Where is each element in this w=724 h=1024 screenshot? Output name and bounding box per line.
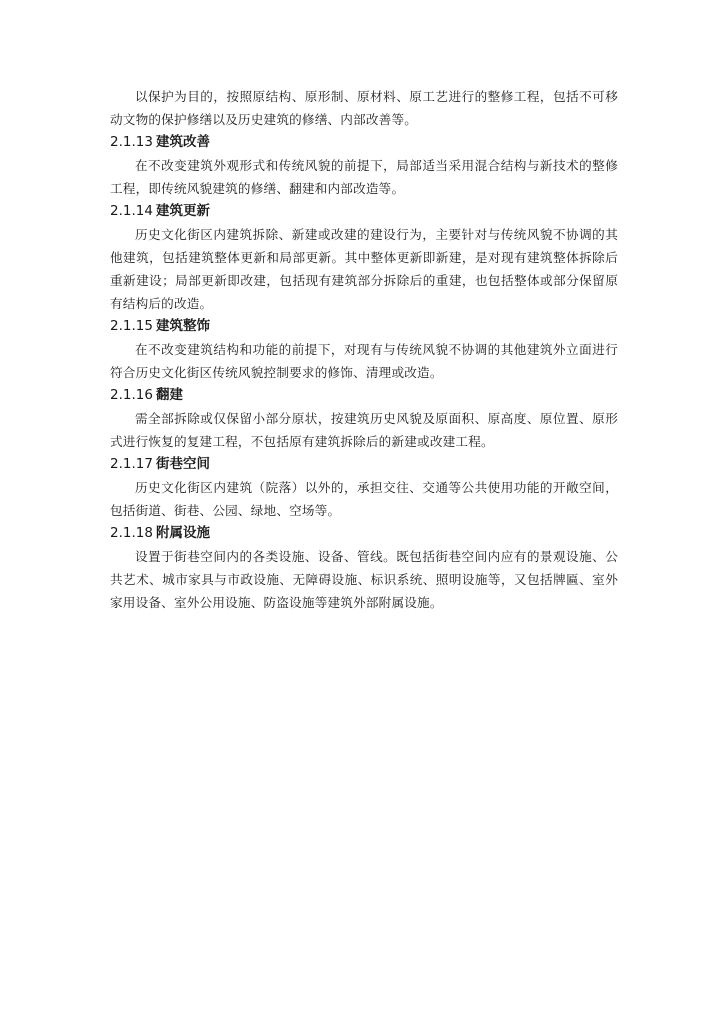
section-title: 建筑改善 [155, 134, 210, 150]
section-body: 历史文化街区内建筑拆除、新建或改建的建设行为，主要针对与传统风貌不协调的其他建筑，包括建筑整体更新和局部更新。其中整体更新即新建，是对现有建筑整体拆除后重新建设；局部更新即改建，包括现有建筑部分拆除后的重建，也包括整体或部分保留原有结构后的改造。 [110, 227, 618, 311]
section-heading [110, 200, 618, 223]
section-heading [110, 131, 618, 154]
section-title: 街巷空间 [155, 456, 210, 472]
section-2-1-17 [110, 453, 618, 522]
section-heading [110, 522, 618, 545]
section-heading [110, 453, 618, 476]
section-number: 2.1.18 [110, 525, 153, 541]
section-2-1-14 [110, 200, 618, 315]
section-heading [110, 315, 618, 338]
section-body: 历史文化街区内建筑（院落）以外的，承担交往、交通等公共使用功能的开敞空间，包括街道、街巷、公园、绿地、空场等。 [110, 480, 618, 518]
section-number: 2.1.17 [110, 456, 153, 472]
section-number: 2.1.15 [110, 318, 153, 334]
section-title: 建筑整饰 [155, 318, 210, 334]
section-body: 在不改变建筑外观形式和传统风貌的前提下，局部适当采用混合结构与新技术的整修工程，即传统风貌建筑的修缮、翻建和内部改造等。 [110, 158, 618, 196]
section-2-1-15 [110, 315, 618, 384]
section-title: 翻建 [155, 387, 183, 403]
section-title: 建筑更新 [155, 203, 210, 219]
section-title: 附属设施 [155, 525, 210, 541]
section-heading [110, 384, 618, 407]
section-number: 2.1.16 [110, 387, 153, 403]
section-number: 2.1.14 [110, 203, 153, 219]
section-body: 设置于街巷空间内的各类设施、设备、管线。既包括街巷空间内应有的景观设施、公共艺术、城市家具与市政设施、无障碍设施、标识系统、照明设施等，又包括牌匾、室外家用设备、室外公用设施、防盗设施等建筑外部附属设施。 [110, 549, 618, 610]
section-2-1-18 [110, 522, 618, 614]
intro-paragraph: 以保护为目的，按照原结构、原形制、原材料、原工艺进行的整修工程，包括不可移动文物的保护修缮以及历史建筑的修缮、内部改善等。 [110, 89, 618, 127]
document-page [110, 85, 618, 614]
section-body: 需全部拆除或仅保留小部分原状，按建筑历史风貌及原面积、原高度、原位置、原形式进行恢复的复建工程，不包括原有建筑拆除后的新建或改建工程。 [110, 411, 618, 449]
section-2-1-16 [110, 384, 618, 453]
section-number: 2.1.13 [110, 134, 153, 150]
section-body: 在不改变建筑结构和功能的前提下，对现有与传统风貌不协调的其他建筑外立面进行符合历史文化街区传统风貌控制要求的修饰、清理或改造。 [110, 342, 618, 380]
section-2-1-13 [110, 131, 618, 200]
